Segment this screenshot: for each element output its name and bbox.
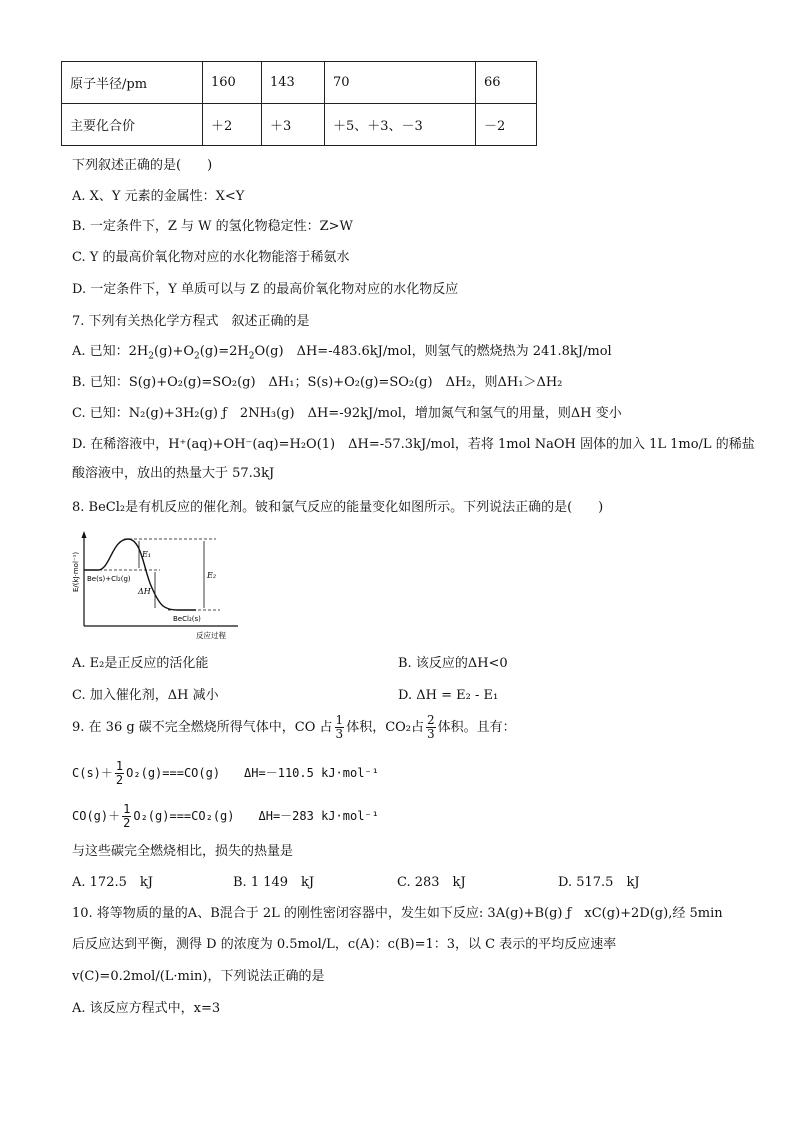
table-cell: ＋2 [203, 104, 262, 146]
dh-label: ΔH [138, 587, 151, 596]
table-cell: －2 [476, 104, 537, 146]
q9-equation-1: C(s)＋ $\frac{1}{2}$ O₂(g)===CO(g) ΔH=－110.5 kJ·mol⁻¹ [72, 759, 379, 787]
energy-diagram [68, 530, 258, 642]
y-axis-arrow-icon [82, 531, 87, 538]
q8-stem: 8. BeCl₂是有机反应的催化剂。铍和氯气反应的能量变化如图所示。下列说法正确的是( ) [72, 500, 604, 515]
q8-option-c: C. 加入催化剂，ΔH 减小 [72, 688, 219, 703]
q6-option-b: B. 一定条件下，Z 与 W 的氢化物稳定性：Z>W [72, 219, 353, 234]
q6-option-d: D. 一定条件下，Y 单质可以与 Z 的最高价氧化物对应的水化物反应 [72, 282, 459, 297]
q9-stem: 9. 在 36 g 碳不完全燃烧所得气体中，CO 占 $\frac{1}{3}$ 体积，CO₂占 $\frac{2}{3}$ 体积。且有： [72, 713, 516, 741]
q10-option-a: A. 该反应方程式中，x=3 [72, 1001, 221, 1016]
reactants-label: Be(s)+Cl₂(g) [87, 575, 131, 583]
y-axis-label: E/(kJ·mol⁻¹) [72, 551, 80, 592]
x-axis-label: 反应过程 [196, 631, 226, 640]
table-cell: ＋5、＋3、－3 [325, 104, 476, 146]
table-row [62, 104, 537, 146]
q6-option-a: A. X、Y 元素的金属性：X<Y [72, 189, 245, 204]
q9-option-a: A. 172.5 kJ [72, 875, 153, 890]
q10-stem-line1: 10. 将等物质的量的A、B混合于 2L 的刚性密闭容器中，发生如下反应: 3A(g)+B(g) ƒ xC(g)+2D(g),经 5min [72, 906, 723, 921]
q9-option-c: C. 283 kJ [397, 875, 466, 890]
q7-option-c: C. 已知：N₂(g)+3H₂(g) ƒ 2NH₃(g) ΔH=-92kJ/mol，增加氮气和氢气的用量，则ΔH 变小 [72, 406, 622, 421]
table-cell: 160 [203, 62, 262, 104]
q6-option-c: C. Y 的最高价氧化物对应的水化物能溶于稀氨水 [72, 250, 350, 265]
element-data-table [61, 61, 537, 146]
product-label: BeCl₂(s) [173, 615, 201, 623]
q8-option-a: A. E₂是正反应的活化能 [72, 656, 209, 671]
fraction: $\frac{1}{3}$ [335, 713, 344, 741]
q7-stem: 7. 下列有关热化学方程式 叙述正确的是 [72, 314, 310, 329]
table-cell: ＋3 [262, 104, 325, 146]
q9-ask: 与这些碳完全燃烧相比，损失的热量是 [72, 844, 294, 859]
q7-option-d-line2: 酸溶液中，放出的热量大于 57.3kJ [72, 466, 275, 481]
q9-equation-2: CO(g)＋ $\frac{1}{2}$ O₂(g)===CO₂(g) ΔH=－283 kJ·mol⁻¹ [72, 802, 379, 830]
q9-option-b: B. 1 149 kJ [233, 875, 315, 890]
fraction: $\frac{1}{2}$ [115, 759, 124, 787]
q7-option-d-line1: D. 在稀溶液中，H⁺(aq)+OH⁻(aq)=H₂O(1) ΔH=-57.3kJ/mol，若将 1mol NaOH 固体的加入 1L 1mo/L 的稀盐 [72, 437, 755, 452]
table-cell: 原子半径/pm [62, 62, 203, 104]
e2-label: E₂ [207, 571, 217, 580]
q7-option-b: B. 已知：S(g)+O₂(g)=SO₂(g) ΔH₁；S(s)+O₂(g)=SO₂(g) ΔH₂，则ΔH₁＞ΔH₂ [72, 375, 563, 390]
q10-stem-line3: v(C)=0.2mol/(L·min)，下列说法正确的是 [72, 969, 325, 984]
table-cell: 66 [476, 62, 537, 104]
q6-stem: 下列叙述正确的是( ) [72, 158, 213, 173]
table-row [62, 62, 537, 104]
table-cell: 143 [262, 62, 325, 104]
q10-stem-line2: 后反应达到平衡，测得 D 的浓度为 0.5mol/L，c(A)：c(B)=1：3，以 C 表示的平均反应速率 [72, 937, 617, 952]
fraction: $\frac{2}{3}$ [427, 713, 435, 741]
q8-option-d: D. ΔH = E₂ - E₁ [398, 688, 499, 703]
table-cell: 主要化合价 [62, 104, 203, 146]
q7-option-a: A. 已知：$2H_2(g)+O_2(g)=2H_2O(g)$ ΔH=-483.6kJ/mol，则氢气的燃烧热为 241.8kJ/mol [72, 344, 612, 362]
q8-option-b: B. 该反应的ΔH<0 [398, 656, 508, 671]
q9-option-d: D. 517.5 kJ [558, 875, 640, 890]
fraction: $\frac{1}{2}$ [123, 802, 131, 830]
table-cell: 70 [325, 62, 476, 104]
e1-label: E₁ [142, 550, 152, 559]
